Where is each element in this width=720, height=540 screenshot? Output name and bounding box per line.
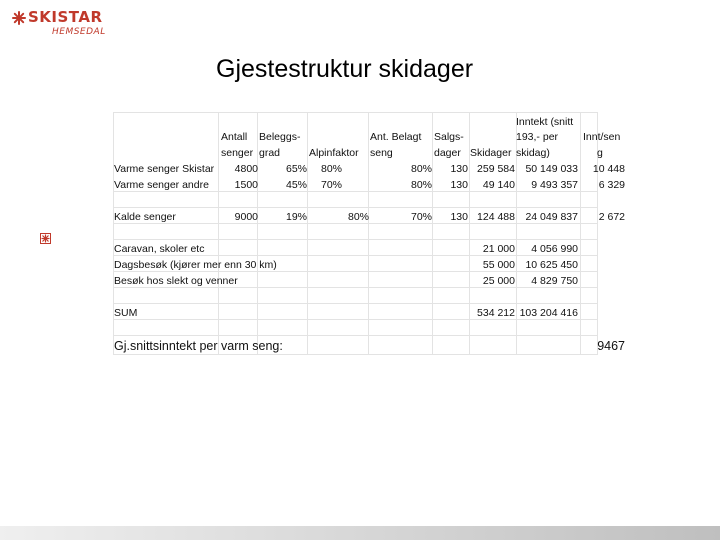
cell-skidager: 49 140 bbox=[482, 179, 515, 191]
row-label: Caravan, skoler etc bbox=[114, 243, 205, 255]
header-inntekt-3: skidag) bbox=[516, 147, 550, 159]
row-label: Kalde senger bbox=[114, 211, 176, 223]
cell-inntekt: 24 049 837 bbox=[525, 211, 578, 223]
cell-skidager: 25 000 bbox=[482, 275, 515, 287]
cell-antall: 9000 bbox=[234, 211, 258, 223]
cell-belagt: 80% bbox=[410, 163, 432, 175]
cell-alpin: 80% bbox=[320, 163, 342, 175]
cell-belagt: 80% bbox=[410, 179, 432, 191]
cell-skidager: 124 488 bbox=[477, 211, 515, 223]
cell-antall: 1500 bbox=[234, 179, 258, 191]
cell-belagt: 70% bbox=[410, 211, 432, 223]
header-belegg-2: grad bbox=[259, 147, 281, 159]
header-inntekt-2: 193,- per bbox=[516, 131, 559, 143]
footer-bar bbox=[0, 526, 720, 540]
header-antall-2: senger bbox=[221, 147, 254, 159]
cell-skidager: 21 000 bbox=[482, 243, 515, 255]
cell-salgs: 130 bbox=[450, 179, 468, 191]
cell-skidager: 55 000 bbox=[482, 259, 515, 271]
row-label: Varme senger andre bbox=[114, 179, 209, 191]
cell-innt-seng: 2 672 bbox=[598, 211, 625, 223]
header-belagt-1: Ant. Belagt bbox=[370, 131, 422, 143]
row-label: Besøk hos slekt og venner bbox=[114, 275, 238, 287]
row-label: Varme senger Skistar bbox=[114, 163, 215, 175]
slide-title: Gjestestruktur skidager bbox=[216, 55, 474, 83]
cell-innt-seng: 6 329 bbox=[598, 179, 625, 191]
header-innt-seng-2: g bbox=[597, 147, 603, 159]
logo-brand: SKISTAR bbox=[28, 8, 103, 26]
header-inntekt-1: Inntekt (snitt bbox=[516, 116, 574, 128]
cell-inntekt: 9 493 357 bbox=[531, 179, 578, 191]
header-belegg-1: Beleggs- bbox=[259, 131, 301, 143]
cell-belegg: 45% bbox=[285, 179, 307, 191]
cell-innt-seng: 10 448 bbox=[592, 163, 625, 175]
sum-skidager: 534 212 bbox=[477, 307, 515, 319]
cell-salgs: 130 bbox=[450, 211, 468, 223]
cell-inntekt: 50 149 033 bbox=[525, 163, 578, 175]
cell-antall: 4800 bbox=[234, 163, 258, 175]
average-value: 9467 bbox=[597, 339, 625, 353]
header-salgs-2: dager bbox=[434, 147, 461, 159]
header-innt-seng-1: Innt/sen bbox=[583, 131, 621, 143]
header-belagt-2: seng bbox=[370, 147, 393, 159]
header-skidager: Skidager bbox=[470, 147, 512, 159]
header-salgs-1: Salgs- bbox=[434, 131, 464, 143]
cell-inntekt: 10 625 450 bbox=[525, 259, 578, 271]
cell-skidager: 259 584 bbox=[477, 163, 515, 175]
header-alpin: Alpinfaktor bbox=[309, 147, 359, 159]
sum-label: SUM bbox=[114, 307, 138, 319]
average-label: Gj.snittsinntekt per varm seng: bbox=[114, 339, 283, 353]
sum-inntekt: 103 204 416 bbox=[519, 307, 578, 319]
cell-inntekt: 4 056 990 bbox=[531, 243, 578, 255]
header-antall-1: Antall bbox=[221, 131, 248, 143]
cell-alpin: 80% bbox=[347, 211, 369, 223]
cell-salgs: 130 bbox=[450, 163, 468, 175]
logo-sub: HEMSEDAL bbox=[52, 27, 106, 37]
cell-alpin: 70% bbox=[320, 179, 342, 191]
cell-belegg: 19% bbox=[285, 211, 307, 223]
cell-inntekt: 4 829 750 bbox=[531, 275, 578, 287]
snowflake-bullet-icon bbox=[40, 233, 51, 244]
snowflake-icon bbox=[12, 11, 26, 25]
cell-belegg: 65% bbox=[285, 163, 307, 175]
row-label: Dagsbesøk (kjører mer enn 30 km) bbox=[114, 259, 277, 271]
skistar-logo bbox=[12, 8, 112, 42]
